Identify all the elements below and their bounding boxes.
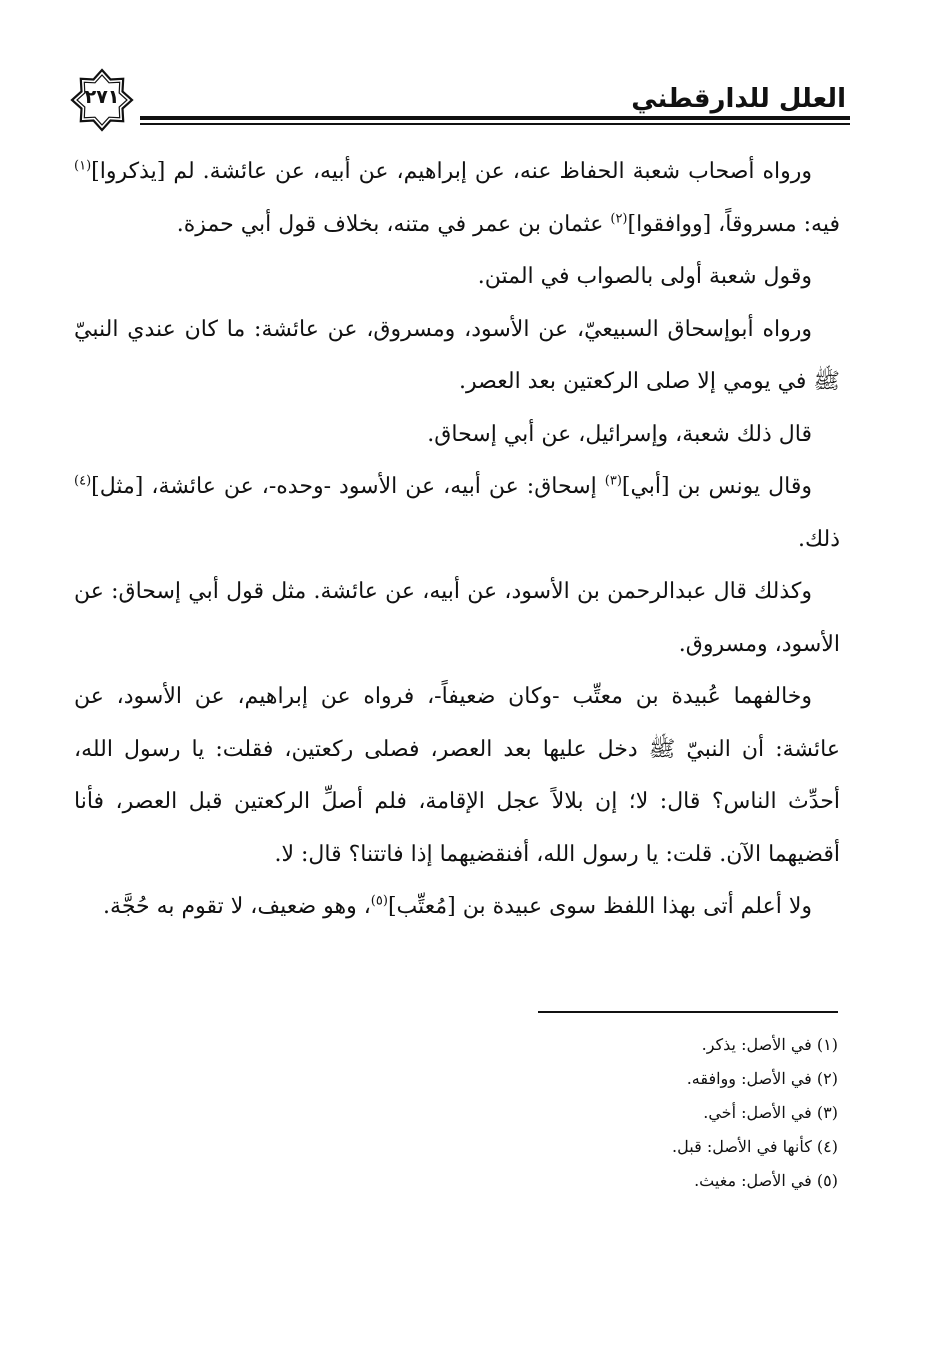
text-segment: فيه: مسروقاً، [ووافقوا] <box>627 211 840 237</box>
text-segment: قال ذلك شعبة، وإسرائيل، عن أبي إسحاق. <box>427 421 812 447</box>
footnote-ref[interactable]: (٥) <box>370 893 388 909</box>
text-segment: إسحاق: عن أبيه، عن الأسود -وحده-، عن عائشة، [مثل] <box>91 474 605 499</box>
footnote-ref[interactable]: (٣) <box>604 473 622 489</box>
header-rule-thick <box>140 116 850 120</box>
text-segment: وقال يونس بن [أبي] <box>621 474 812 499</box>
footnote: (٥) في الأصل: مغيث. <box>694 1171 838 1190</box>
text-segment: ورواه أصحاب شعبة الحفاظ عنه، عن إبراهيم، عن أبيه، عن عائشة. لم [يذكروا] <box>91 159 812 184</box>
paragraph <box>74 251 840 304</box>
text-segment: عثمان بن عمر في متنه، بخلاف قول أبي حمزة. <box>176 211 611 237</box>
page-number-badge <box>70 68 134 132</box>
footnote: (١) في الأصل: يذكر. <box>701 1035 838 1054</box>
footnote: (٤) كأنها في الأصل: قبل. <box>672 1137 838 1156</box>
text-segment: ورواه أبوإسحاق السبيعيّ، عن الأسود، ومسروق، عن عائشة: ما كان عندي النبيّ ﷺ في يومي إلا صلى الركعتين بعد العصر. <box>74 316 840 394</box>
footnote: (٣) في الأصل: أخي. <box>703 1103 838 1122</box>
text-segment: ، وهو ضعيف، لا تقوم به حُجَّة. <box>103 894 371 919</box>
footnote-separator <box>538 1011 838 1013</box>
main-text <box>74 146 840 934</box>
text-segment: وخالفهما عُبيدة بن معتِّب -وكان ضعيفاً-، فرواه عن إبراهيم، عن الأسود، عن عائشة: أن النبيّ ﷺ دخل عليها بعد العصر، فصلى ركعتين، فقلت: يا رسول الله، أحدِّث الناس؟ قال: لا؛ إن بلالاً عجل الإقامة، فلم أصلِّ الركعتين قبل العصر، فأنا أقضيهما الآن. قلت: يا رسول الله، أفنقضيهما إذا فاتتنا؟ قال: لا. <box>74 684 840 867</box>
footnote-ref[interactable]: (٤) <box>74 473 92 489</box>
header-rule-thin <box>140 123 850 125</box>
paragraph <box>74 409 840 462</box>
page-header <box>70 68 850 130</box>
paragraph <box>74 881 840 934</box>
text-segment: ولا أعلم أتى بهذا اللفظ سوى عبيدة بن [مُعتِّب] <box>387 894 812 919</box>
text-segment: وقول شعبة أولى بالصواب في المتن. <box>477 264 812 289</box>
paragraph <box>74 461 840 566</box>
text-segment: وكذلك قال عبدالرحمن بن الأسود، عن أبيه، عن عائشة. مثل قول أبي إسحاق: عن الأسود، ومسروق. <box>74 579 840 657</box>
paragraph <box>74 146 840 251</box>
paragraph <box>74 566 840 671</box>
footnotes <box>474 1028 838 1198</box>
footnote-ref[interactable]: (١) <box>74 158 92 174</box>
book-title: العلل للدارقطني <box>631 84 846 114</box>
footnote: (٢) في الأصل: ووافقه. <box>686 1069 838 1088</box>
paragraph <box>74 304 840 409</box>
page-number: ٢٧١ <box>84 86 120 108</box>
paragraph <box>74 671 840 881</box>
footnote-ref[interactable]: (٢) <box>610 211 628 227</box>
text-segment: ذلك. <box>797 526 840 552</box>
